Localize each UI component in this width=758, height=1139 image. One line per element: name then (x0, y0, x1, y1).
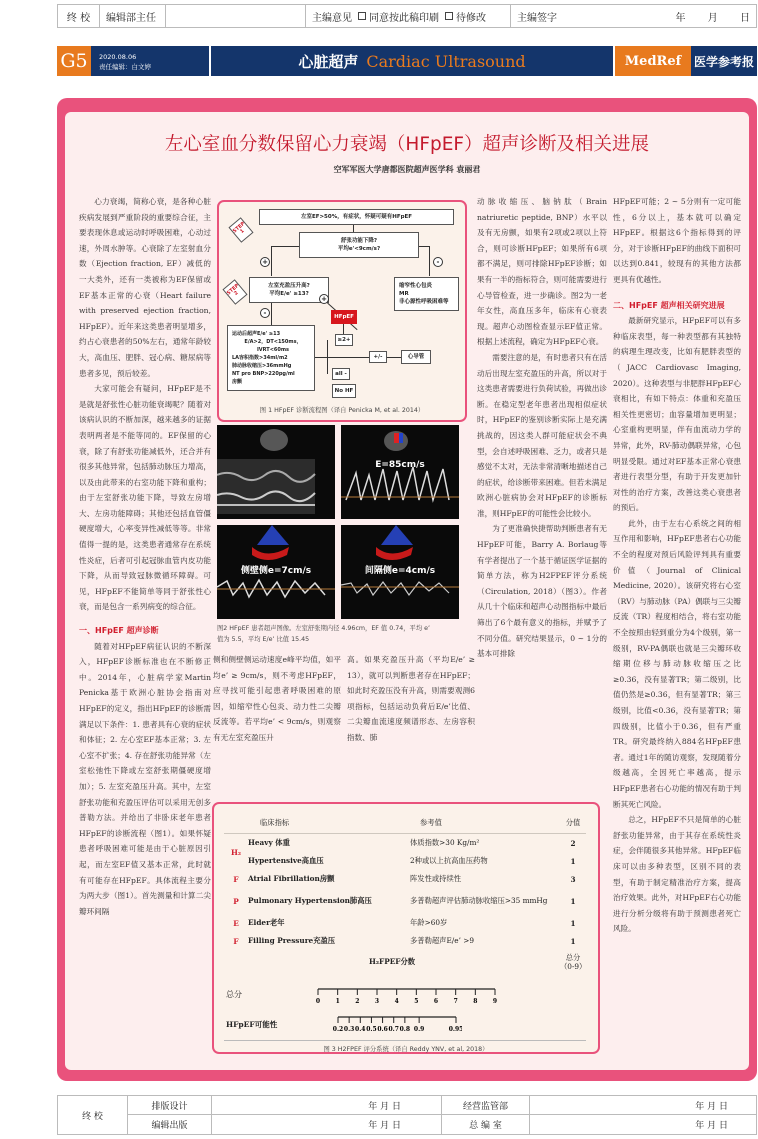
text-column-2a (213, 652, 341, 782)
scale-probability-label: HFpEF可能性 (226, 1020, 278, 1029)
table-row (224, 932, 586, 950)
article-title: 左心室血分数保留心力衰竭（HFpEF）超声诊断及相关进展 (164, 134, 650, 155)
criteria-item: 肺动脉收缩压>36mmHg (232, 363, 292, 369)
section-heading-1: 一、HFpEF 超声诊断 (79, 626, 159, 636)
flow-box-criteria (227, 325, 315, 391)
flow-box-top: 左室EF>50%，有症状，怀疑可疑有HFpEF (259, 209, 454, 225)
text-column-3 (477, 194, 607, 794)
day-label: 日 (740, 12, 750, 24)
probability-scale-tick-label: 0.7 (388, 1026, 399, 1033)
total-scale-tick-label: 3 (374, 998, 380, 1005)
row-indicator: Elder老年 (248, 918, 285, 927)
table-total-row (224, 950, 586, 974)
minus-icon: - (260, 308, 270, 318)
paragraph: 心力衰竭，简称心衰，是各种心脏疾病发展到严重阶段的重要综合征，主要表现休息或运动时呼吸困难，心动过速，外周水肿等。心衰除了左室射血分数（Ejection fraction, EF）减低的一大类外，还有一类被称为EF保留或EF基本正常的心衰（Heart failure with preserved ejection fraction, HFpEF）。近年来这类患者明显增多，约占心衰患者的50%左右，通常年龄较大，高血压、肥胖、冠心病、糖尿病等患者多见，预后较差。 (79, 197, 211, 378)
criteria-item: E/A>2，DT<150ms，IVRT<60ms (244, 339, 302, 353)
editor-director-label: 编辑部主任 (100, 5, 166, 27)
row-indicator: Heavy 体重 (248, 838, 290, 847)
flow-line (419, 246, 429, 247)
article-frame (57, 98, 757, 1081)
paragraph: 大家可能会有疑问，HFpEF是不是就是舒张性心脏功能衰竭呢？随着对该病认识的不断加深，越来越多的证据表明两者是不能等同的。EF保留的心衰，除了有舒张功能减低外，还合并有很多其他异常，包括肺动脉压力增高，以及由此带来的右室功能下降和重构；由于左室舒张功能下降，导致左房增大、左房功能障碍；其他还包括血管僵硬度增大，心率变异性减低等等。非常值得一提的是，这类患者通常存在系统性炎症，后者可引起冠脉血管内皮功能下降，从而导致冠脉微循环障碍。可见，HFpEF不能简单等同于舒张性心衰，而是包含一系列病变的综合征。 (79, 384, 211, 612)
signoff-table (57, 1095, 757, 1135)
row-reference: 阵发性或持续性 (410, 874, 462, 883)
echo-image-mitral-inflow (341, 425, 459, 519)
text-column-1 (79, 194, 211, 1064)
table-row (224, 888, 586, 914)
paragraph: 此外，由于左右心系统之间的相互作用和影响，HFpEF患者右心功能不全的程度对预后风险评判具有重要价值（Journal of Clinical Medicine, 2020）。该研究将右心室（RV）与肺动脉（PA）偶联与三尖瓣反流（TR）程度相结合，将右室功能不全按照由轻到重分为4个级别，第一级别，RV-PA偶联也就是三尖瓣环收缩期位移与肺动脉收缩压之比≥0.36，没有显著TR；第二级别，比值仍然是≥0.36，但有显著TR；第三级别，比值<0.36，没有显著TR；第四级别，比值小于0.36，但有严重TR。研究最终纳入884名HFpEF患者。通过1年的随访观察，发现随着分级越高，全因死亡率越高，提示HFpEF患者右心功能的情况有助于判断其死亡风险。 (613, 518, 741, 809)
total-scale-axis (314, 986, 499, 1008)
figure-1-flowchart (217, 200, 467, 422)
row-reference: 体质指数>30 Kg/m² (410, 838, 480, 847)
total-scale-tick-label: 9 (492, 998, 498, 1005)
total-scale-tick-label: 2 (355, 998, 360, 1005)
final-check-label: 终 校 (58, 5, 100, 27)
catheter-box: 心导管 (401, 350, 431, 364)
agree-checkbox[interactable] (358, 12, 366, 20)
ge2-box: ≥2+ (335, 334, 353, 346)
signoff-business-label: 经营监管部 (442, 1096, 530, 1115)
chief-opinion-label: 主编意见 (312, 12, 352, 24)
flow-text: 平均e'<9cm/s? (337, 246, 381, 252)
paragraph: 最新研究显示，HFpEF可以有多种临床表型，每一种表型都有其独特的病理生理改变，比如有肥胖表型的（JACC Cardiovasc Imaging, 2020）。这种表型与非肥胖HFpEF心衰相比，有如下特点：体重和充盈压相关性更密切；血容量增加更明显；心室重构更明显，伴有血流动力学的异常，此外，RV-肺动偶联异常，心包明显受限。通过对EF基本正常心衰患者进行表型分型，有助于开发更加针对性的治疗方案，改善这类心衰患者的预后。 (613, 316, 741, 513)
chief-signature-cell[interactable] (511, 5, 756, 27)
minus-icon: - (433, 257, 443, 267)
probability-scale-tick-label: 0.6 (377, 1026, 388, 1033)
table-row (224, 852, 586, 870)
total-scale-tick-label: 6 (433, 998, 439, 1005)
row-score: 1 (570, 936, 576, 946)
doppler-trace (341, 425, 459, 519)
figure-2-echo-images (217, 425, 467, 645)
article-author: 空军军医大学唐都医院超声医学科 袁丽君 (333, 165, 481, 174)
row-indicator: Atrial Fibrillation房颤 (248, 874, 335, 883)
approval-bar (57, 4, 757, 28)
label-e-velocity: E=85cm/s (375, 460, 425, 470)
row-score: 1 (570, 896, 576, 906)
flow-line (271, 246, 299, 247)
total-scale-tick-label: 4 (394, 998, 399, 1005)
row-reference: 年龄>60岁 (410, 918, 448, 927)
caption-line: 值为 5.5，平均 E/e’ 比值 15.45 (217, 636, 310, 643)
revise-option-label: 待修改 (456, 12, 486, 24)
flow-line (271, 303, 272, 325)
section-title-en: Cardiac Ultrasound (366, 51, 526, 71)
figure-2-caption (217, 623, 430, 645)
signoff-publish-label: 编辑出版 (128, 1115, 212, 1134)
paragraph: 需要注意的是，有时患者只有在活动后出现左室充盈压的升高，所以对于这类患者需要进行负荷试验，再做出诊断。在稳定型老年患者出现相似症状时，HFpEF的鉴别诊断实际上是充满挑战的，因这类人群可能症状会不典型，会自述呼吸困难、乏力，或者只是感觉不太对，无法非常清晰地描述自己的症状，给诊断带来困难。但若未满足欧洲心脏病协会对HFpEF的诊断标准，则HFpEF的可能性会比较小。 (477, 352, 607, 518)
page-code: G5 (57, 46, 91, 76)
signoff-layout-date[interactable]: 年 月 日 (212, 1096, 442, 1115)
probability-scale-tick-label: 0.8 (399, 1026, 411, 1033)
table-row (224, 834, 586, 857)
signoff-final-check: 终 校 (58, 1096, 128, 1134)
total-scale-tick-label: 0 (315, 998, 321, 1005)
flow-box-other-causes (394, 277, 459, 311)
table-header (224, 812, 586, 834)
flow-box-diastolic (299, 232, 419, 258)
pm-box: +/- (369, 351, 387, 363)
echo-image-lateral (217, 525, 335, 619)
paragraph: 高。如果充盈压升高（平均E/e’ ≥ 13），就可以判断患者存在HFpEF；如此时充盈压没有升高，则需要观测6项指标，包括运动负荷后E/e’比值、二尖瓣血流速度频谱形态、左房容积指数、肺 (347, 655, 475, 742)
row-score: 1 (570, 918, 576, 928)
flow-line (271, 246, 272, 276)
step-1-tag: STEP 1 (228, 217, 253, 243)
signature-date (675, 9, 750, 24)
row-score: 1 (570, 856, 576, 866)
figure-1-caption: 图 1 HFpEF 诊断流程图（译自 Penicka M, et al. 2014） (259, 407, 425, 414)
label-septal-e: 间隔侧e=4cm/s (364, 566, 436, 576)
probability-scale-tick-label: 0.4 (355, 1026, 366, 1033)
text-column-2b (347, 652, 475, 782)
probability-scale-tick-label: 0.2 (332, 1026, 344, 1033)
row-letter: H₂ (230, 847, 242, 857)
total-score-label: 总分 (565, 953, 581, 962)
responsible-editor: 责任编辑：白文婷 (99, 63, 151, 71)
header-indicator: 临床指标 (260, 817, 290, 827)
hfpef-box: HFpEF (331, 310, 357, 324)
total-scale-tick-label: 5 (414, 998, 419, 1005)
flow-line (429, 246, 430, 276)
divider (224, 1040, 586, 1041)
row-reference: 2种或以上抗高血压药物 (410, 856, 488, 865)
signoff-chief-office-label: 总 编 室 (442, 1115, 530, 1134)
probability-scale-tick-label: 0.3 (343, 1026, 355, 1033)
paragraph: 总之，HFpEF不只是简单的心脏舒张功能异常，由于其存在系统性炎症，会伴随很多其他异常。HFpEF临床可以由多种表型，区别不同的表型，有助于制定精准治疗方案，提高治疗效果。此外，对HFpEF右心功能进行分析分级将有助于预测患者死亡风险。 (613, 815, 741, 934)
probability-scale-tick-label: 0.9 (413, 1026, 425, 1033)
criteria-item: LA容积指数>34ml/m2 (232, 355, 288, 361)
revise-checkbox[interactable] (445, 12, 453, 20)
scale-total-label: 总分 (226, 990, 242, 999)
paper-name: 医学参考报 (691, 46, 757, 76)
score-table (224, 812, 586, 974)
chief-opinion-cell (306, 5, 511, 27)
plus-icon: + (260, 257, 270, 267)
text-column-4 (613, 194, 741, 1064)
flow-text: 左室充盈压升高? (268, 283, 310, 289)
issue-date: 2020.08.06 (99, 53, 137, 61)
criteria-item: NT pro BNP>220pg/ml (232, 371, 295, 377)
probability-scale-tick-label: 0.95 (448, 1026, 462, 1033)
flow-text: 非心源性呼吸困难等 (399, 299, 449, 305)
caption-line: 图2 HFpEF 患者超声图像。左室舒张期内径 4.96cm，EF 值 0.74，平均 e’ (217, 625, 431, 632)
year-label: 年 (675, 12, 686, 24)
table-row (224, 870, 586, 888)
section-title-cn: 心脏超声 (298, 52, 359, 71)
total-score-cell (560, 953, 586, 971)
figure-3-h2fpef-score (212, 802, 600, 1054)
month-label: 月 (707, 12, 718, 24)
label-lateral-e: 侧壁侧e=7cm/s (240, 566, 312, 576)
flow-line (353, 225, 354, 232)
no-hf-box: No HF (332, 384, 356, 398)
probability-scale-tick-label: 0.5 (366, 1026, 377, 1033)
table-row (224, 914, 586, 932)
echo-image-septal (341, 525, 459, 619)
header-score: 分值 (565, 817, 581, 827)
section-title (211, 46, 613, 76)
flow-line (387, 357, 401, 358)
signoff-chief-office-date[interactable]: 年 月 日 (695, 1121, 728, 1131)
row-letter: P (233, 896, 239, 906)
row-indicator: Pulmonary Hypertension肺高压 (248, 896, 372, 905)
chief-signature-label: 主编签字 (517, 12, 557, 24)
section-heading-2: 二、HFpEF 超声相关研究进展 (613, 300, 725, 310)
paragraph: 随着对HFpEF病征认识的不断深入，HFpEF诊断标准也在不断修正中。2014年，心脏病学家Martin Penicka基于欧洲心脏协会指南对HFpEF的定义，指出HFpEF的诊断需满足以下条件：1. 患者具有心衰的症状和体征；2. 左心室EF基本正常；3. 左心室不扩张；4. 存在舒张功能异常（左室松弛性下降或左室舒张期僵硬度增加）；5. 左室充盈压升高。其中，左室舒张功能和充盈压评估可以采用无创多普勒方法。并给出了非卧床老年患者HFpEF的诊断流程（图1）。如果怀疑患者呼吸困难可能是由于心脏原因引起，而左室EF值又基本正常，此时就有可能存在HFpEF。具体流程主要分为两大步（图1）。首先测量和计算二尖瓣环间隔 (79, 641, 211, 916)
figure-3-caption: 图 3 H2FPEF 评分系统（译自 Reddy YNV, et al, 2018） (323, 1046, 489, 1053)
article-body (65, 112, 749, 1070)
editor-director-field[interactable] (166, 5, 306, 27)
all-minus-box: all - (332, 368, 350, 380)
paragraph: 侧和侧壁侧运动速度e峰平均值，如平均e’ ≥ 9cm/s，则不考虑HFpEF，应寻找可能引起患者呼吸困难的原因，如缩窄性心包炎、动力性二尖瓣反流等。若平均e’ < 9cm/s，则观察有无左室充盈压升 (213, 655, 341, 742)
row-indicator: Hypertensive高血压 (248, 856, 324, 865)
criteria-item: 运动后超声E/e' ≥13 (232, 331, 281, 337)
flow-line (327, 340, 328, 374)
signoff-layout-label: 排版设计 (128, 1096, 212, 1115)
issue-info (91, 46, 211, 76)
scale-total (314, 986, 499, 1008)
paragraph: 动脉收缩压、脑钠肽（Brain natriuretic peptide, BNP）水平以及有无房颤，如果有2项或2项以上符合，则可诊断HFpEF；如果所有6项都不满足，则可排除HFpEF诊断；如果有一半的指标符合，则可能需要进行心导管检查，进一步确诊。图2为一老年女性，高血压多年，临床有心衰表现。超声心动图检查显示EF值正常。根据上述流程，确定为HFpEF心衰。 (477, 197, 607, 347)
flow-text: 平均E/e' ≥13? (269, 291, 309, 297)
paragraph: 为了更准确快捷帮助判断患者有无HFpEF可能，Barry A. Borlaug等有学者提出了一个基于循证医学证据的简单方法，称为H2FPEF评分系统（Circulation, 2018）（图3）。作者从几十个临床和超声心动图指标中最后筛出了6个最有意义的指标，并赋予了不同分值。研究结果显示，0 ~ 1分的基本可排除 (477, 524, 607, 659)
flow-box-filling (249, 277, 329, 303)
row-reference: 多普勒超声评估肺动脉收缩压>35 mmHg (410, 896, 548, 905)
page-header (57, 46, 757, 76)
plus-icon: + (319, 294, 329, 304)
signoff-publish-date[interactable]: 年 月 日 (212, 1115, 442, 1134)
total-range: （0-9） (560, 962, 587, 971)
row-letter: F (233, 874, 239, 884)
flow-line (343, 324, 344, 334)
row-score: 2 (570, 838, 576, 848)
total-scale-tick-label: 8 (473, 998, 478, 1005)
agree-option-label: 同意按此稿印刷 (369, 12, 439, 24)
row-letter: F (233, 936, 239, 946)
header-reference: 参考值 (420, 817, 442, 827)
echo-image-mmode (217, 425, 335, 519)
flow-line (315, 357, 369, 358)
total-scale-tick-label: 7 (453, 998, 458, 1005)
row-reference: 多普勒超声E/e’ >9 (410, 936, 474, 945)
flow-text: 缩窄性心包炎 (399, 283, 433, 289)
step-2-tag: STEP 2 (222, 279, 247, 305)
row-letter: E (233, 918, 239, 928)
flow-text: 舒张功能下降? (340, 238, 378, 244)
row-score: 3 (570, 874, 576, 884)
scale-probability (332, 1014, 462, 1036)
flow-text: MR (399, 291, 409, 297)
row-indicator: Filling Pressure充盈压 (248, 936, 336, 945)
criteria-item: 房颤 (232, 379, 243, 385)
total-label: H₂FPEF分数 (368, 957, 416, 966)
paragraph: HFpEF可能；2 ~ 5分则有一定可能性，6分以上，基本就可以确定HFpEF。根据这6个指标得到的评分，对于诊断HFpEF的曲线下面积可以达到0.841，较现有的其他方法都更具有优越性。 (613, 197, 741, 284)
brand-logo: MedRef (613, 46, 691, 76)
mmode-trace (217, 425, 335, 519)
probability-scale-axis (332, 1014, 462, 1036)
total-scale-tick-label: 1 (335, 998, 340, 1005)
signoff-business-date[interactable]: 年 月 日 (530, 1096, 756, 1115)
